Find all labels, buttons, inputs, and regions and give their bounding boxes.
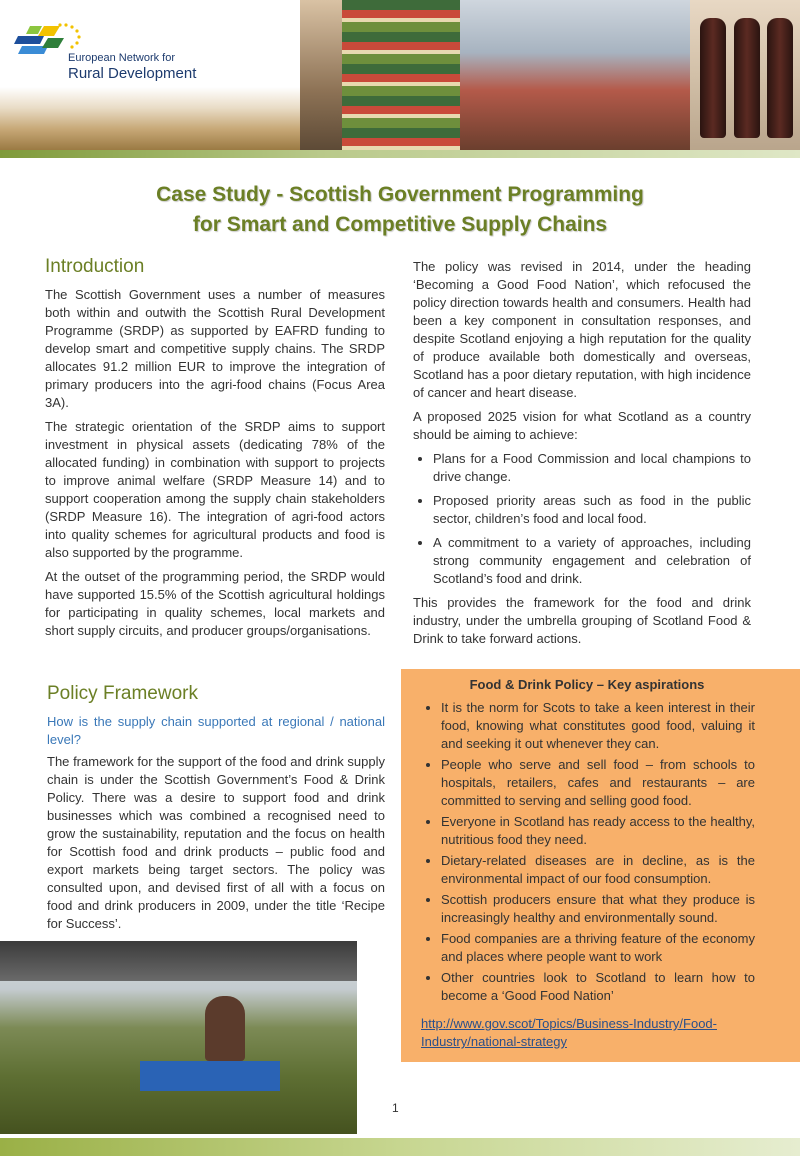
- list-item: • Other countries look to Scotland to learn how to become a ‘Good Food Nation’: [441, 969, 755, 1005]
- list-item: • A commitment to a variety of approaches, including strong community engagement and celebration of Scotland’s food and drink.: [433, 534, 751, 588]
- list-item: • It is the norm for Scots to take a keen interest in their food, knowing what constitutes good food, valuing it and seeking it out whenever they can.: [441, 699, 755, 753]
- aspirations-title: Food & Drink Policy – Key aspirations: [469, 677, 705, 692]
- revision-paragraph: The policy was revised in 2014, under the heading ‘Becoming a Good Food Nation’, which refocused the policy direction towards health and consumers. Health had been a key component in consultation responses, and despite Scotland enjoying a high reputation for the quality of produce available both domestically and overseas, Scotland has a poor dietary reputation, with high incidence of cancer and heart disease.: [413, 259, 751, 400]
- introduction-heading: Introduction: [45, 256, 145, 277]
- list-item: • Plans for a Food Commission and local champions to drive change.: [433, 450, 751, 486]
- list-item: • Food companies are a thriving feature of the economy and places where people want to work: [441, 930, 755, 966]
- logo-text-line1: European Network for: [68, 52, 175, 64]
- title-line2: for Smart and Competitive Supply Chains: [192, 213, 608, 236]
- list-item: • Dietary-related diseases are in decline, as is the environmental impact of our food consumption.: [441, 852, 755, 888]
- policy-framework-section: [47, 685, 385, 939]
- market-stall-image: [460, 0, 690, 150]
- farmers-market-image: [0, 941, 357, 1134]
- title-line1: Case Study - Scottish Government Programming: [156, 183, 644, 206]
- bottle-icon: [734, 18, 760, 138]
- intro-paragraph: The strategic orientation of the SRDP aims to support investment in physical assets (dedicating 78% of the allocated funding) in combination with support to projects to improve animal welfare (SRDP Measure 14) and to support cooperation among the supply chain stakeholders (SRDP Measure 16). The integration of agri-food actors into quality schemes for agricultural products and food is also supported by the programme.: [45, 419, 385, 560]
- list-item: • Everyone in Scotland has ready access to the healthy, nutritious food they need.: [441, 813, 755, 849]
- intro-paragraph: At the outset of the programming period, the SRDP would have supported 15.5% of the Scottish agricultural holdings for participating in quality schemes, local markets and short supply circuits, and producer groups/organisations.: [45, 569, 385, 638]
- list-item: • Scottish producers ensure that what they produce is increasingly healthy and environmentally sound.: [441, 891, 755, 927]
- policy-framework-paragraph: The framework for the support of the food and drink supply chain is under the Scottish Government’s Food & Drink Policy. There was a desire to support food and drink businesses which was combined a recognised need to grow the sustainability, reputation and the focus on health for Scottish food and drink products – public food and export markets being target sectors. The policy was consulted upon, and devised first of all with a focus on food and drink producers in 2009, under the title ‘Recipe for Success’.: [47, 754, 385, 931]
- footer-band: [0, 1138, 800, 1156]
- introduction-section: [45, 258, 385, 646]
- header-banner: [0, 0, 800, 158]
- policy-framework-subheading: How is the supply chain supported at regional / national level?: [47, 714, 385, 747]
- bottle-icon: [767, 18, 793, 138]
- bottle-icon: [700, 18, 726, 138]
- vendor-figure: [205, 996, 245, 1061]
- aspirations-box: [401, 669, 800, 1062]
- page-number: 1: [392, 1101, 399, 1115]
- aspirations-list: [421, 699, 755, 1008]
- market-tent: [0, 941, 357, 981]
- national-strategy-link[interactable]: http://www.gov.scot/Topics/Business-Industry/Food-Industry/national-strategy: [421, 1016, 717, 1049]
- vision-paragraph: A proposed 2025 vision for what Scotland as a country should be aiming to achieve:: [413, 409, 751, 442]
- framework-paragraph: This provides the framework for the food and drink industry, under the umbrella grouping of Scotland Food & Drink to take forward actions.: [413, 595, 751, 646]
- banner-divider: [0, 150, 800, 158]
- produce-crates: [140, 1061, 280, 1091]
- page-title: [100, 180, 700, 240]
- supermarket-shelves-image: [342, 0, 460, 150]
- intro-paragraph: The Scottish Government uses a number of measures both within and outwith the Scottish Rural Development Programme (SRDP) as supported by EAFRD funding to develop smart and competitive supply chains. The SRDP allocates 91.2 million EUR to improve the integration of primary producers into the agri-food chains (Focus Area 3A).: [45, 287, 385, 410]
- policy-framework-heading: Policy Framework: [47, 683, 198, 704]
- list-item: • People who serve and sell food – from schools to hospitals, retailers, cafes and restaurants – are committed to serving and selling good food.: [441, 756, 755, 810]
- enrd-logo: [14, 14, 197, 86]
- shopper-image: [300, 0, 342, 150]
- vision-list: [413, 450, 751, 588]
- list-item: • Proposed priority areas such as food in the public sector, children’s food and local food.: [433, 492, 751, 528]
- logo-text-line2: Rural Development: [68, 65, 197, 82]
- policy-revision-section: [413, 258, 751, 654]
